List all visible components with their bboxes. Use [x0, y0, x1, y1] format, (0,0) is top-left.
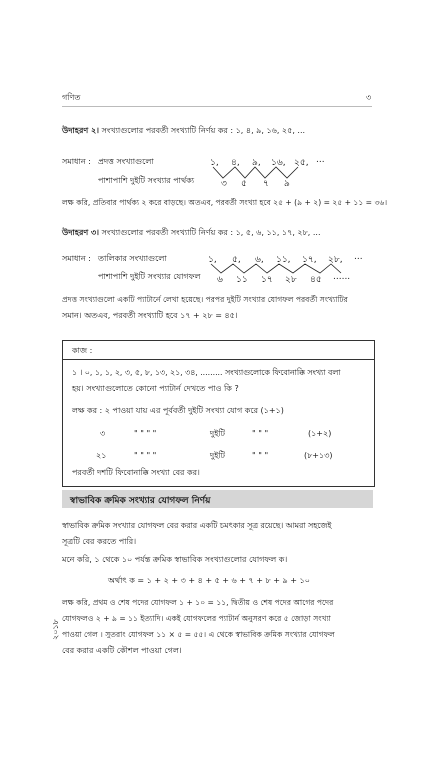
task-row-b-expr: (৮+১৩) [304, 451, 333, 460]
section-p3-d: বের করার একটি কৌশল পাওয়া গেল। [62, 646, 182, 655]
example3-solution-label: সমাধান : [62, 254, 91, 263]
sum-term: ৬ [217, 275, 223, 285]
task-line-last: পরবর্তী দশটি ফিবোনাক্কি সংখ্যা বের কর। [72, 468, 200, 477]
page-number: ৩ [366, 93, 372, 102]
seq-term: ৪, [231, 158, 240, 168]
diff-term: ৫ [241, 179, 247, 189]
task-title: কাজ : [72, 346, 93, 355]
section-equation: অর্থাৎ ক = ১ + ২ + ৩ + ৪ + ৫ + ৬ + ৭ + ৮ + ৯ + ১০ [108, 576, 310, 585]
section-p1-b: সূত্রটি বের করতে পারি। [62, 537, 137, 546]
diff-term: ৩ [221, 179, 227, 189]
seq-term: ... [316, 155, 325, 165]
example3-given-label: তালিকার সংখ্যাগুলো [98, 254, 167, 263]
task-row-a-ditto2: " " " [252, 429, 269, 438]
side-year-mark: ২০১৮ [51, 619, 60, 640]
task-row-b-ditto: " " " " [134, 451, 157, 460]
section-p2: মনে করি, ১ থেকে ১০ পর্যন্ত ক্রমিক স্বাভাবিক সংখ্যাগুলোর যোগফল ক। [62, 555, 288, 564]
seq-term: ৫, [232, 255, 241, 265]
example3-conclusion-1: প্রদত্ত সংখ্যাগুলো একটি প্যাটার্নে লেখা হয়েছে। পরপর দুইটি সংখ্যার যোগফল পরবর্তী সংখ্যাটির [62, 295, 348, 304]
task-row-a [72, 429, 362, 441]
task-row-a-num: ৩ [100, 429, 106, 438]
task-row-a-word: দুইটি [210, 429, 226, 438]
sum-term: ১১ [236, 275, 248, 285]
task-line-2: হয়। সংখ্যাগুলোতে কোনো প্যাটার্ন দেখতে পাও কি ? [72, 384, 239, 393]
seq-term: ১৬, [271, 158, 286, 168]
example2-question-line [62, 126, 305, 136]
diff-term: ৭ [263, 179, 269, 189]
sum-term: ২৮ [285, 275, 297, 285]
example2-diff-label: পাশাপাশি দুইটি সংখ্যার পার্থক্য [98, 176, 195, 185]
example3-label: উদাহরণ ৩। [62, 228, 100, 237]
section-p3-a: লক্ষ করি, প্রথম ও শেষ পদের যোগফল ১ + ১০ = ১১, দ্বিতীয় ও শেষ পদের আগের পদের [62, 598, 334, 607]
sum-term: ৪৫ [310, 275, 322, 285]
task-title-rule [63, 359, 374, 360]
header-rule [62, 106, 372, 107]
example2-given-label: প্রদত্ত সংখ্যাগুলো [98, 157, 154, 166]
task-row-b-word: দুইটি [210, 451, 226, 460]
task-row-b-num: ২১ [96, 451, 107, 460]
seq-term: ৬, [255, 255, 264, 265]
example2-question: সংখ্যাগুলোর পরবর্তী সংখ্যাটি নির্ণয় কর : ১, ৪, ৯, ১৬, ২৫, ... [101, 126, 306, 135]
example2-label: উদাহরণ ২। [62, 126, 100, 135]
seq-term: ৯, [252, 158, 261, 168]
sum-term: ...... [333, 272, 351, 282]
seq-term: ১, [208, 255, 217, 265]
section-p3-b: যোগফলও ২ + ৯ = ১১ ইত্যাদি। একই যোগফলের প্যাটার্ন অনুসরণ করে ৫ জোড়া সংখ্যা [62, 614, 331, 623]
example3-question-line [62, 228, 321, 238]
task-row-a-expr: (১+২) [308, 429, 332, 438]
section-p1-a: স্বাভাবিক ক্রমিক সংখ্যার যোগফল বের করার একটি চমৎকার সূত্র রয়েছে। আমরা সহজেই [62, 521, 332, 530]
example2-solution-label: সমাধান : [62, 157, 91, 166]
seq-term: ... [354, 252, 363, 262]
seq-term: ১, [210, 158, 219, 168]
example2-conclusion: লক্ষ করি, প্রতিবার পার্থক্য ২ করে বাড়ছে। অতএব, পরবর্তী সংখ্যা হবে ২৫ + (৯ + ২) = ২৫ + ১১ = ৩৬। [62, 198, 388, 207]
task-line-1: ১ । ০, ১, ১, ২, ৩, ৫, ৮, ১৩, ২১, ৩৪, ......... সংখ্যাগুলোকে ফিবোনাক্কি সংখ্যা বলা [72, 368, 341, 377]
sum-term: ১৭ [261, 275, 273, 285]
example3-sum-label: পাশাপাশি দুইটি সংখ্যার যোগফল [98, 272, 201, 281]
example3-question: সংখ্যাগুলোর পরবর্তী সংখ্যাটি নির্ণয় কর : ১, ৫, ৬, ১১, ১৭, ২৮, ... [101, 228, 321, 237]
running-header: গণিত [62, 93, 81, 102]
seq-term: ১৭, [302, 255, 317, 265]
diff-term: ৯ [284, 179, 290, 189]
task-row-b [72, 451, 362, 463]
task-line-3: লক্ষ কর : ২ পাওয়া যায় এর পূর্ববর্তী দুইটি সংখ্যা যোগ করে (১+১) [72, 406, 284, 415]
task-row-a-ditto: " " " " [134, 429, 157, 438]
example3-conclusion-2: সমান। অতএব, পরবর্তী সংখ্যাটি হবে ১৭ + ২৮ = ৪৫। [62, 311, 238, 320]
section-p3-c: পাওয়া গেল । সুতরাং যোগফল ১১ × ৫ = ৫৫। এ থেকে স্বাভাবিক ক্রমিক সংখ্যার যোগফল [62, 630, 335, 639]
seq-term: ২৫, [294, 158, 309, 168]
seq-term: ২৮, [328, 255, 343, 265]
seq-term: ১১, [276, 255, 291, 265]
section-title: স্বাভাবিক ক্রমিক সংখ্যার যোগফল নির্ণয় [70, 496, 211, 506]
task-row-b-ditto2: " " " [252, 451, 269, 460]
